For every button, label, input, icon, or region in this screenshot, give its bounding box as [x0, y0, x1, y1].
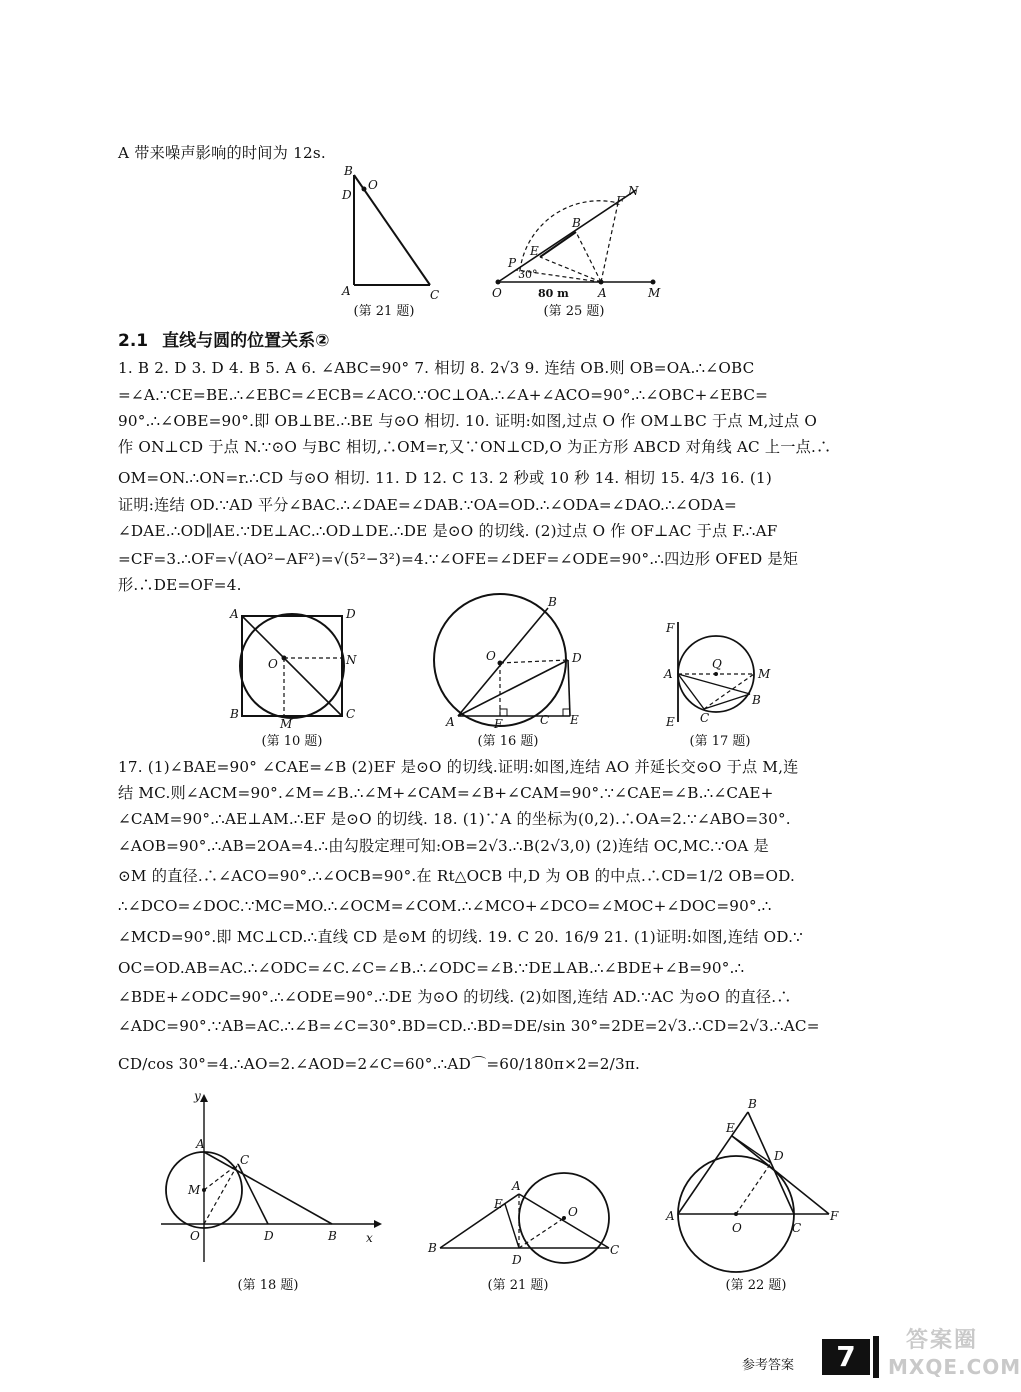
q16-label-a: A [446, 715, 455, 729]
q21b-label-o: O [568, 1205, 578, 1219]
watermark-bottom: MXQE.COM [888, 1355, 1021, 1379]
q25-label-o: O [492, 286, 502, 300]
q17-label-c: C [700, 711, 710, 725]
answer-line: 形.∴DE=OF=4. [118, 576, 242, 594]
q25-label-p: P [508, 256, 517, 270]
q17-label-e: E [666, 715, 675, 729]
answer-line: ⊙M 的直径.∴∠ACO=90°.∴∠OCB=90°.在 Rt△OCB 中,D 为 OB 的中点.∴CD=1/2 OB=OD. [118, 867, 796, 885]
q17-label-a: A [664, 667, 673, 681]
q25-label-f: F [616, 194, 625, 208]
q16-label-o: O [486, 649, 496, 663]
q22-label-e: E [726, 1121, 735, 1135]
answer-line: 证明:连结 OD.∵AD 平分∠BAC.∴∠DAE=∠DAB.∵OA=OD.∴∠ODA=∠DAO.∴∠ODA= [118, 496, 737, 514]
q18-label-x: x [366, 1231, 373, 1245]
answer-line: OM=ON.∴ON=r.∴CD 与⊙O 相切. 11. D 12. C 13. 2 秒或 10 秒 14. 相切 15. 4/3 16. (1) [118, 469, 772, 487]
q18-label-d: D [264, 1229, 274, 1243]
q25-label-b: B [572, 216, 581, 230]
q18-label-m: M [188, 1183, 201, 1197]
q16-label-e: E [570, 713, 579, 727]
q10-label-c: C [346, 707, 356, 721]
q21-label-b: B [344, 164, 353, 178]
caption-q21-top: (第 21 题) [353, 304, 415, 319]
q21b-label-d: D [512, 1253, 522, 1267]
caption-q17: (第 17 题) [689, 734, 751, 749]
q17-label-q: Q [712, 657, 722, 671]
answer-line: ∠MCD=90°.即 MC⊥CD.∴直线 CD 是⊙M 的切线. 19. C 20. 16/9 21. (1)证明:如图,连结 OD.∵ [118, 928, 804, 946]
q10-label-m: M [280, 717, 293, 731]
q25-label-e: E [530, 244, 539, 258]
q10-label-n: N [346, 653, 357, 667]
q25-label-a: A [598, 286, 607, 300]
q22-label-a: A [666, 1209, 675, 1223]
answer-line: ∴∠DCO=∠DOC.∵MC=MO.∴∠OCM=∠COM.∴∠MCO+∠DCO=∠MOC+∠DOC=90°.∴ [118, 897, 772, 915]
q16-label-f: F [494, 717, 503, 731]
figure-q22 [664, 1097, 844, 1268]
q18-label-a: A [196, 1137, 205, 1151]
page-number: 7 [822, 1339, 870, 1375]
q25-label-m: M [648, 286, 661, 300]
section-heading: 直线与圆的位置关系② [162, 331, 330, 351]
figure-q16 [430, 590, 590, 730]
figure-q17 [660, 618, 780, 733]
q10-label-b: B [230, 707, 239, 721]
answer-line: 90°.∴∠OBE=90°.即 OB⊥BE.∴BE 与⊙O 相切. 10. 证明:如图,过点 O 作 OM⊥BC 于点 M,过点 O [118, 412, 818, 430]
caption-q25-top: (第 25 题) [543, 304, 605, 319]
q22-label-b: B [748, 1097, 757, 1111]
caption-q18: (第 18 题) [237, 1278, 299, 1293]
section-title [118, 326, 330, 351]
q10-label-o: O [268, 657, 278, 671]
q21b-label-c: C [610, 1243, 620, 1257]
answer-line: 1. B 2. D 3. D 4. B 5. A 6. ∠ABC=90° 7. 相切 8. 2√3 9. 连结 OB.则 OB=OA.∴∠OBC [118, 359, 755, 377]
watermark-top: 答案圈 [905, 1328, 978, 1353]
q21-label-a: A [342, 284, 351, 298]
answer-line: ∠AOB=90°.∴AB=2OA=4.∴由勾股定理可知:OB=2√3.∴B(2√3,0) (2)连结 OC,MC.∵OA 是 [118, 837, 769, 855]
answer-line: 17. (1)∠BAE=90° ∠CAE=∠B (2)EF 是⊙O 的切线.证明:如图,连结 AO 并延长交⊙O 于点 M,连 [118, 758, 799, 776]
answer-line: =CF=3.∴OF=√(AO²−AF²)=√(5²−3²)=4.∵∠OFE=∠DEF=∠ODE=90°.∴四边形 OFED 是矩 [118, 550, 799, 568]
answer-line: =∠A.∵CE=BE.∴∠EBC=∠ECB=∠ACO.∵OC⊥OA.∴∠A+∠ACO=90°.∴∠OBC+∠EBC= [118, 386, 769, 404]
q21-label-c: C [430, 288, 440, 302]
answer-line: ∠BDE+∠ODC=90°.∴∠ODE=90°.∴DE 为⊙O 的切线. (2)如图,连结 AD.∵AC 为⊙O 的直径.∴ [118, 988, 792, 1006]
q22-label-d: D [774, 1149, 784, 1163]
q17-label-b: B [752, 693, 761, 707]
caption-q22: (第 22 题) [725, 1278, 787, 1293]
q17-label-m: M [758, 667, 771, 681]
answer-line: CD/cos 30°=4.∴AO=2.∠AOD=2∠C=60°.∴AD⌒=60/180π×2=2/3π. [118, 1055, 641, 1073]
page-number-bar [873, 1336, 879, 1378]
q18-label-c: C [240, 1153, 250, 1167]
q18-label-b: B [328, 1229, 337, 1243]
q22-label-o: O [732, 1221, 742, 1235]
q10-label-a: A [230, 607, 239, 621]
footer-label: 参考答案 [742, 1358, 795, 1373]
figure-q21-bottom [428, 1178, 628, 1268]
answer-line: 结 MC.则∠ACM=90°.∠M=∠B.∴∠M+∠CAM=∠B+∠CAM=90°.∵∠CAE=∠B.∴∠CAE+ [118, 784, 774, 802]
answer-line: OC=OD.AB=AC.∴∠ODC=∠C.∠C=∠B.∴∠ODC=∠B.∵DE⊥AB.∴∠BDE+∠B=90°.∴ [118, 959, 745, 977]
q21-label-o: O [368, 178, 378, 192]
q10-label-d: D [346, 607, 356, 621]
q21b-label-a: A [512, 1179, 521, 1193]
figure-q21-top [330, 165, 450, 300]
q25-label-angle: 30° [518, 268, 538, 281]
figure-q18 [156, 1089, 386, 1267]
q25-label-n: N [628, 184, 639, 198]
intro-line: A 带来噪声影响的时间为 12s. [118, 144, 326, 162]
q22-label-c: C [792, 1221, 802, 1235]
figure-q25-top [488, 185, 668, 300]
q18-label-y: y [194, 1089, 201, 1103]
figure-q10 [224, 604, 364, 734]
caption-q16: (第 16 题) [477, 734, 539, 749]
q22-label-f: F [830, 1209, 839, 1223]
caption-q21-bottom: (第 21 题) [487, 1278, 549, 1293]
q16-label-d: D [572, 651, 582, 665]
q17-label-f: F [666, 621, 675, 635]
q16-label-b: B [548, 595, 557, 609]
q21-label-d: D [342, 188, 352, 202]
q21b-label-e: E [494, 1197, 503, 1211]
section-number: 2.1 [118, 331, 149, 351]
answer-line: ∠ADC=90°.∵AB=AC.∴∠B=∠C=30°.BD=CD.∴BD=DE/sin 30°=2DE=2√3.∴CD=2√3.∴AC= [118, 1017, 820, 1035]
answer-line: 作 ON⊥CD 于点 N.∵⊙O 与BC 相切,∴OM=r,又∵ON⊥CD,O 为正方形 ABCD 对角线 AC 上一点.∴ [118, 438, 832, 456]
answer-line: ∠DAE.∴OD∥AE.∵DE⊥AC.∴OD⊥DE.∴DE 是⊙O 的切线. (2)过点 O 作 OF⊥AC 于点 F.∴AF [118, 522, 778, 540]
q21b-label-b: B [428, 1241, 437, 1255]
q16-label-c: C [540, 713, 550, 727]
caption-q10: (第 10 题) [261, 734, 323, 749]
q18-label-o: O [190, 1229, 200, 1243]
watermark-logo [888, 1327, 1021, 1387]
q25-label-distance: 80 m [538, 287, 569, 300]
answer-line: ∠CAM=90°.∴AE⊥AM.∴EF 是⊙O 的切线. 18. (1)∵A 的坐标为(0,2).∴OA=2.∵∠ABO=30°. [118, 810, 791, 828]
